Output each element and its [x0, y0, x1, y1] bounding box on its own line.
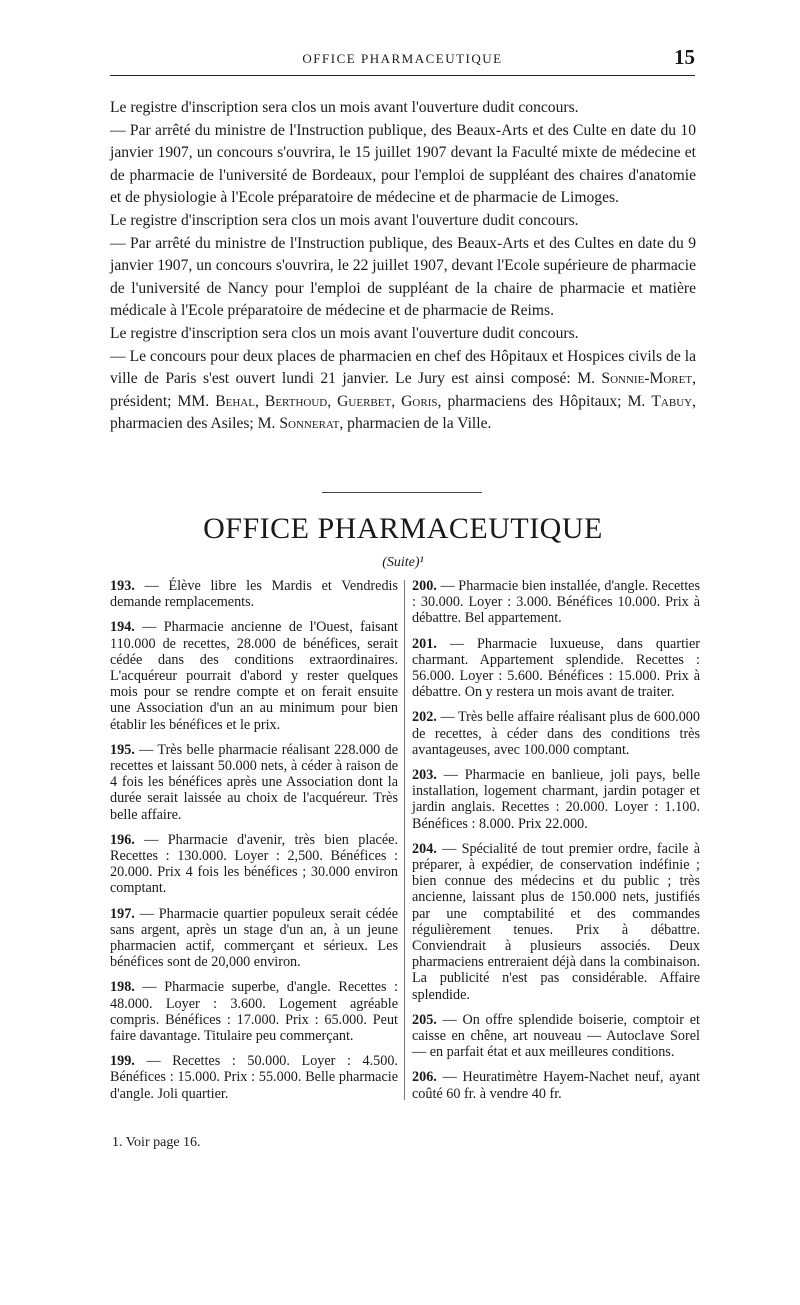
text-run: ,: [254, 392, 265, 410]
listing-entry: [412, 767, 700, 832]
header-rule: [110, 75, 695, 76]
listing-text: — Pharmacie ancienne de l'Ouest, faisant 110.000 de recettes, 28.000 de bénéfices, serait cédée dans des conditions extraordinaires. L'acquéreur pourrait d'abord y rester quelques mois pour se rendre compte et on ferait ensuite une Association d'un an au minimum pour bien établir les bénéfices et le prix.: [110, 619, 398, 733]
listing-text: — Pharmacie luxueuse, dans quartier charmant. Appartement splendide. Recettes : 56.000. Loyer : 5.600. Bénéfices : 15.000. Prix à débattre. On y restera un mois avant de traiter.: [412, 635, 700, 701]
listing-text: — On offre splendide boiserie, comptoir et caisse en chêne, art nouveau — Autoclave Sorel — en parfait état et aux meilleures conditions.: [412, 1011, 700, 1061]
listing-number: 193.: [110, 578, 135, 594]
listing-number: 205.: [412, 1011, 437, 1028]
listing-number: 199.: [110, 1053, 135, 1070]
intro-text: [110, 97, 696, 436]
listing-text: — Très belle affaire réalisant plus de 600.000 de recettes, à céder dans des conditions très avantageuses, avec 100.000 comptant.: [412, 709, 700, 758]
intro-paragraph: — Par arrêté du ministre de l'Instruction publique, des Beaux-Arts et des Culte en date du 10 janvier 1907, un concours s'ouvrira, le 15 juillet 1907 devant la Faculté mixte de médecine et de pharmacie de l'université de Bordeaux, pour l'emploi de suppléant des chaires d'anatomie et de physiologie à l'Ecole préparatoire de médecine et de pharmacie de Limoges.: [110, 121, 696, 207]
listing-text: — Très belle pharmacie réalisant 228.000 de recettes et laissant 50.000 nets, à céder à raison de 4 fois les bénéfices après une Association dont la durée serait laissée au choix de l'acquéreur. Très belle affaire.: [110, 741, 398, 823]
listing-text: — Pharmacie quartier populeux serait cédée sans argent, après un stage d'un an, à un jeune pharmacien actif, commerçant et sérieux. Les bénéfices sont de 20,000 environ.: [110, 905, 398, 971]
listing-text: — Spécialité de tout premier ordre, facile à préparer, à expédier, de conservation indéfinie ; bien connue des médecins et du public ; très ancienne, laissant plus de 150.000 nets, justifiés par une comptabilité et des commandes régulièrement tenues. Prix à débattre. Conviendrait à plusieurs associés. Deux pharmaciens entreraient déjà dans la combinaison. La publicité n'est pas considérable. Affaire splendide.: [412, 840, 700, 1003]
listing-entry: [110, 578, 398, 610]
text-run: — Le concours pour deux places de pharmacien en chef des Hôpitaux et Hospices civils de la ville de Paris s'est ouvert lundi 21 janvier. Le Jury est ainsi composé: M.: [110, 347, 696, 388]
right-column: [412, 578, 700, 1111]
jury-name: Guerbet: [337, 392, 392, 410]
listing-entry: [412, 1069, 700, 1101]
listing-entry: [412, 709, 700, 758]
listing-number: 196.: [110, 831, 135, 848]
intro-paragraph: — Par arrêté du ministre de l'Instruction publique, des Beaux-Arts et des Cultes en date du 9 janvier 1907, un concours s'ouvrira, le 22 juillet 1907, devant l'Ecole supérieure de pharmacie de l'université de Nancy pour l'emploi de suppléant de la chaire de pharmacie et matière médicale à l'Ecole préparatoire de médecine et de pharmacie de Reims.: [110, 234, 696, 320]
listing-text: — Pharmacie bien installée, d'angle. Recettes : 30.000. Loyer : 3.000. Bénéfices 10.000. Prix à débattre. Bel appartement.: [412, 578, 700, 627]
listing-number: 195.: [110, 741, 135, 758]
listing-entry: [412, 636, 700, 701]
listing-text: — Élève libre les Mardis et Vendredis demande remplacements.: [110, 578, 398, 611]
jury-name: Tabuy: [651, 392, 693, 410]
listing-entry: [110, 832, 398, 897]
text-run: , pharmacien de la Ville.: [339, 415, 492, 433]
column-rule: [404, 580, 405, 1100]
footnote: 1. Voir page 16.: [112, 1135, 201, 1150]
text-run: , président; MM.: [110, 370, 696, 410]
listing-text: — Pharmacie d'avenir, très bien placée. Recettes : 130.000. Loyer : 2,500. Bénéfices : 20.000. Prix 4 fois les bénéfices ; 30.000 environ comptant.: [110, 831, 398, 897]
intro-paragraph: Le registre d'inscription sera clos un mois avant l'ouverture dudit concours.: [110, 211, 579, 229]
intro-paragraph: Le registre d'inscription sera clos un mois avant l'ouverture dudit concours.: [110, 99, 579, 116]
listing-entry: [110, 619, 398, 732]
listing-number: 200.: [412, 578, 437, 594]
running-title: OFFICE PHARMACEUTIQUE: [302, 51, 503, 66]
text-run: ,: [327, 392, 338, 410]
listing-entry: [110, 1053, 398, 1102]
listing-entry: [110, 906, 398, 971]
listing-entry: [412, 841, 700, 1003]
page-header: [110, 45, 695, 73]
intro-paragraph: Le registre d'inscription sera clos un mois avant l'ouverture dudit concours.: [110, 324, 579, 342]
listing-text: — Heuratimètre Hayem-Nachet neuf, ayant coûté 60 fr. à vendre 40 fr.: [412, 1069, 700, 1102]
section-subtitle: (Suite)¹: [382, 555, 424, 570]
listing-text: — Pharmacie superbe, d'angle. Recettes : 48.000. Loyer : 3.600. Logement agréable compris. Bénéfices : 17.000. Prix : 65.000. Peut faire davantage. Titulaire peu commerçant.: [110, 979, 398, 1045]
jury-name: Sonnie-Moret: [601, 370, 693, 388]
section-title: OFFICE PHARMACEUTIQUE: [203, 512, 603, 545]
jury-name: Sonnerat: [279, 415, 340, 433]
listing-text: — Pharmacie en banlieue, joli pays, belle installation, logement charmant, jardin potager et jardin anglais. Recettes : 20.000. Loyer : 1.100. Bénéfices : 8.000. Prix 22.000.: [412, 767, 700, 832]
listing-number: 198.: [110, 979, 135, 996]
listing-number: 202.: [412, 709, 437, 726]
listing-text: — Recettes : 50.000. Loyer : 4.500. Bénéfices : 15.000. Prix : 55.000. Belle pharmacie d'angle. Joli quartier.: [110, 1053, 398, 1102]
section-separator: [322, 492, 482, 493]
listing-entry: [412, 578, 700, 627]
page-number: 15: [674, 45, 695, 69]
listing-entry: [110, 742, 398, 823]
left-column: [110, 578, 398, 1111]
jury-paragraph: [110, 346, 696, 436]
listing-number: 203.: [412, 767, 437, 784]
jury-name: Behal: [215, 392, 255, 410]
listing-number: 206.: [412, 1069, 437, 1086]
text-run: ,: [391, 392, 402, 410]
listing-entry: [110, 979, 398, 1044]
listing-number: 204.: [412, 840, 437, 857]
listing-number: 194.: [110, 619, 135, 636]
listing-number: 197.: [110, 905, 135, 922]
text-run: , pharmaciens des Hôpitaux; M.: [437, 392, 652, 410]
text-run: , pharmacien des Asiles; M.: [110, 392, 696, 433]
listing-number: 201.: [412, 635, 437, 652]
listing-entry: [412, 1012, 700, 1061]
jury-name: Goris: [401, 392, 438, 410]
jury-name: Berthoud: [264, 392, 328, 410]
